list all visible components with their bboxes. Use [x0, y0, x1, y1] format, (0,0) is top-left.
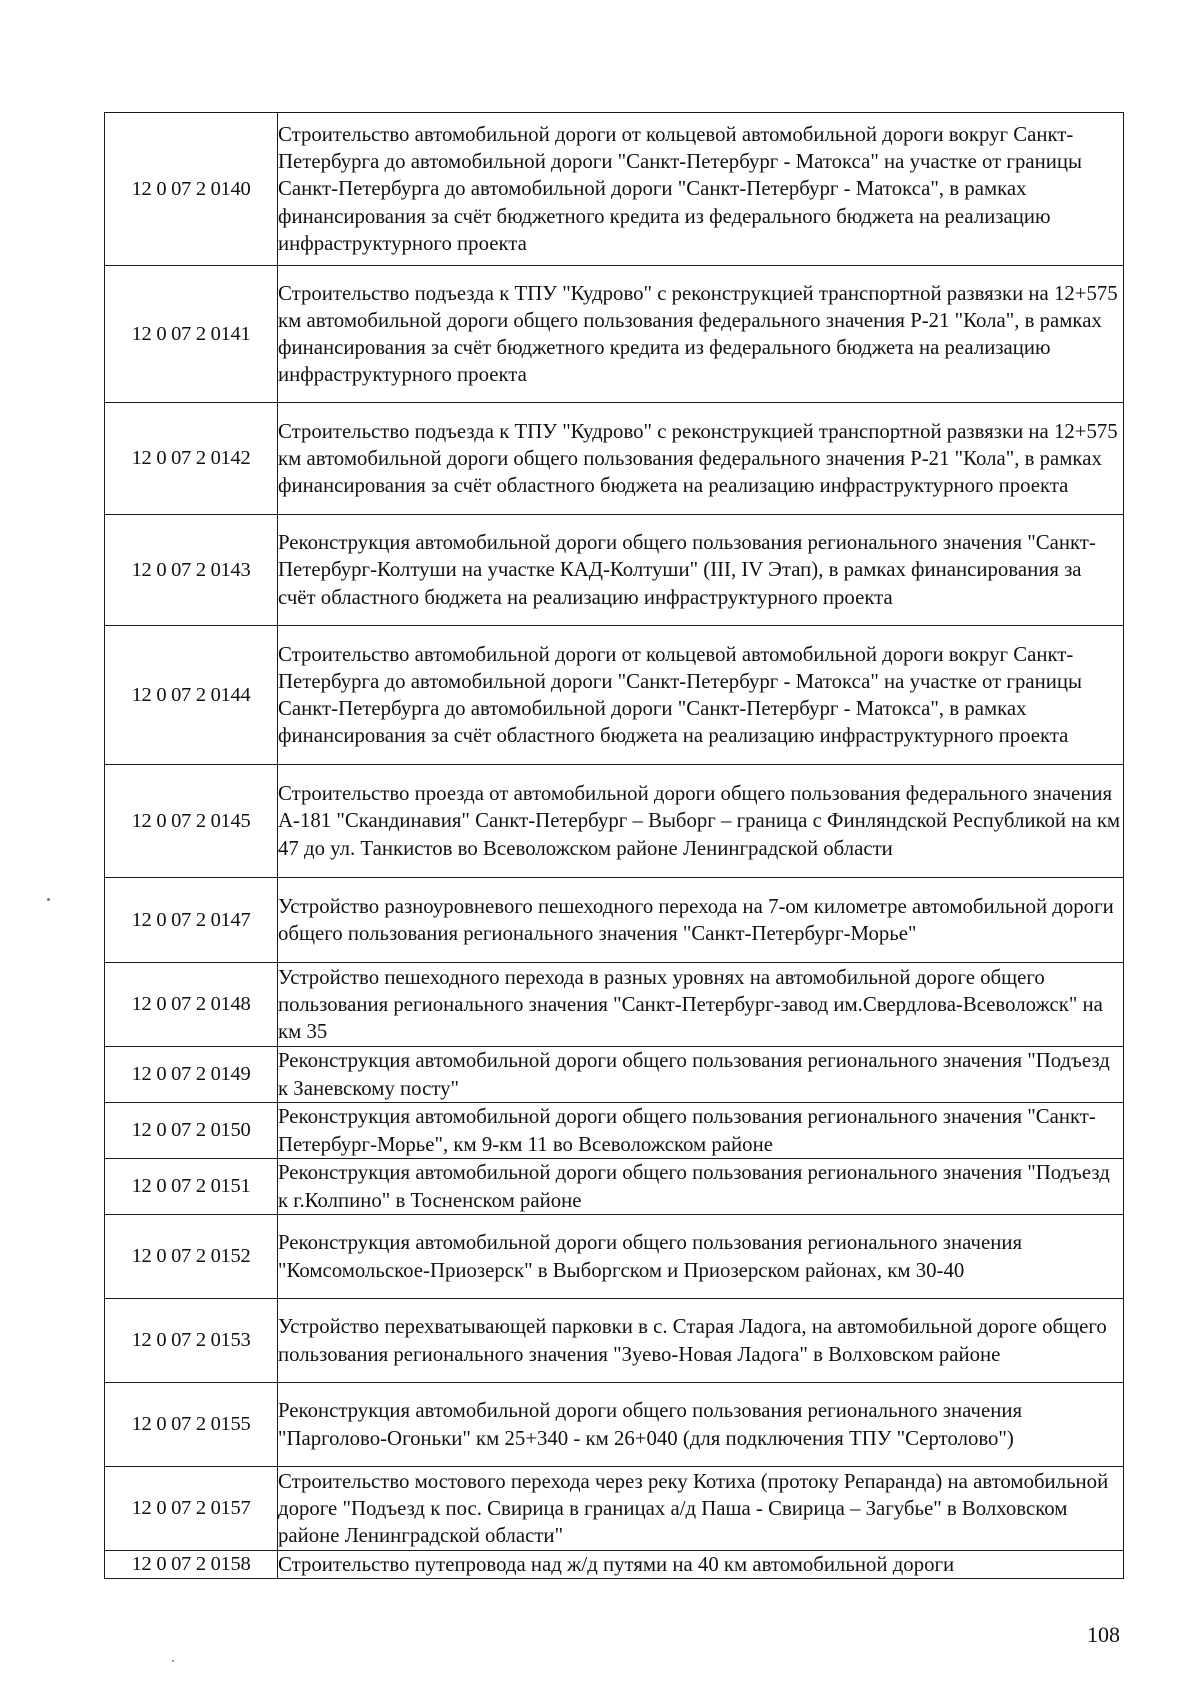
code-cell: 12 0 07 2 0141 — [105, 266, 278, 403]
description-cell: Строительство проезда от автомобильной дороги общего пользования федерального значения А-181 "Скандинавия" Санкт-Петербург – Выборг – граница с Финляндской Республикой на км 47 до ул. Танкистов во Всеволожском районе Ленинградской области — [278, 765, 1124, 878]
code-cell: 12 0 07 2 0155 — [105, 1383, 278, 1467]
code-cell: 12 0 07 2 0148 — [105, 963, 278, 1047]
code-cell: 12 0 07 2 0143 — [105, 515, 278, 626]
description-cell: Строительство подъезда к ТПУ "Кудрово" с реконструкцией транспортной развязки на 12+575 км автомобильной дороги общего пользования федерального значения Р-21 "Кола", в рамках финансирования за счёт бюджетного кредита из федерального бюджета на реализацию инфраструктурного проекта — [278, 266, 1124, 403]
code-cell: 12 0 07 2 0158 — [105, 1551, 278, 1579]
code-cell: 12 0 07 2 0151 — [105, 1159, 278, 1215]
table-row — [105, 878, 1124, 963]
description-cell: Строительство автомобильной дороги от кольцевой автомобильной дороги вокруг Санкт-Петербурга до автомобильной дороги "Санкт-Петербург - Матокса" на участке от границы Санкт-Петербурга до автомобильной дороги "Санкт-Петербург - Матокса", в рамках финансирования за счёт бюджетного кредита из федерального бюджета на реализацию инфраструктурного проекта — [278, 113, 1124, 266]
table-row — [105, 403, 1124, 515]
description-cell: Строительство мостового перехода через реку Котиха (протоку Репаранда) на автомобильной дороге "Подъезд к пос. Свирица в границах а/д Паша - Свирица – Загубье" в Волховском районе Ленинградской области" — [278, 1467, 1124, 1551]
description-cell: Реконструкция автомобильной дороги общего пользования регионального значения "Комсомольское-Приозерск" в Выборгском и Приозерском районах, км 30-40 — [278, 1215, 1124, 1299]
budget-code-table — [104, 112, 1124, 1579]
description-cell: Реконструкция автомобильной дороги общего пользования регионального значения "Парголово-Огоньки" км 25+340 - км 26+040 (для подключения ТПУ "Сертолово") — [278, 1383, 1124, 1467]
code-cell: 12 0 07 2 0150 — [105, 1103, 278, 1159]
description-cell: Строительство автомобильной дороги от кольцевой автомобильной дороги вокруг Санкт-Петербурга до автомобильной дороги "Санкт-Петербург - Матокса" на участке от границы Санкт-Петербурга до автомобильной дороги "Санкт-Петербург - Матокса", в рамках финансирования за счёт областного бюджета на реализацию инфраструктурного проекта — [278, 626, 1124, 765]
description-cell: Реконструкция автомобильной дороги общего пользования регионального значения "Подъезд к г.Колпино" в Тосненском районе — [278, 1159, 1124, 1215]
scan-speck — [47, 898, 50, 901]
description-cell: Реконструкция автомобильной дороги общего пользования регионального значения "Санкт-Петербург-Колтуши на участке КАД-Колтуши" (III, IV Этап), в рамках финансирования за счёт областного бюджета на реализацию инфраструктурного проекта — [278, 515, 1124, 626]
description-cell: Реконструкция автомобильной дороги общего пользования регионального значения "Санкт-Петербург-Морье", км 9-км 11 во Всеволожском районе — [278, 1103, 1124, 1159]
table-row — [105, 1047, 1124, 1103]
description-cell: Устройство разноуровневого пешеходного перехода на 7-ом километре автомобильной дороги общего пользования регионального значения "Санкт-Петербург-Морье" — [278, 878, 1124, 963]
table-body — [105, 113, 1124, 1579]
description-cell: Реконструкция автомобильной дороги общего пользования регионального значения "Подъезд к Заневскому посту" — [278, 1047, 1124, 1103]
scan-speck — [172, 1660, 174, 1662]
page-number: 108 — [1087, 1622, 1120, 1647]
table-row — [105, 1159, 1124, 1215]
code-cell: 12 0 07 2 0149 — [105, 1047, 278, 1103]
code-cell: 12 0 07 2 0157 — [105, 1467, 278, 1551]
table-row — [105, 1299, 1124, 1383]
description-cell: Устройство пешеходного перехода в разных уровнях на автомобильной дороге общего пользования регионального значения "Санкт-Петербург-завод им.Свердлова-Всеволожск" на км 35 — [278, 963, 1124, 1047]
code-cell: 12 0 07 2 0152 — [105, 1215, 278, 1299]
table-row — [105, 765, 1124, 878]
code-cell: 12 0 07 2 0153 — [105, 1299, 278, 1383]
table-row — [105, 626, 1124, 765]
table-row — [105, 1383, 1124, 1467]
description-cell: Строительство путепровода над ж/д путями на 40 км автомобильной дороги — [278, 1551, 1124, 1579]
code-cell: 12 0 07 2 0145 — [105, 765, 278, 878]
code-cell: 12 0 07 2 0142 — [105, 403, 278, 515]
table-row — [105, 266, 1124, 403]
code-cell: 12 0 07 2 0144 — [105, 626, 278, 765]
table-row — [105, 515, 1124, 626]
table-row — [105, 963, 1124, 1047]
code-cell: 12 0 07 2 0140 — [105, 113, 278, 266]
description-cell: Строительство подъезда к ТПУ "Кудрово" с реконструкцией транспортной развязки на 12+575 км автомобильной дороги общего пользования федерального значения Р-21 "Кола", в рамках финансирования за счёт областного бюджета на реализацию инфраструктурного проекта — [278, 403, 1124, 515]
table-row — [105, 1103, 1124, 1159]
description-cell: Устройство перехватывающей парковки в с. Старая Ладога, на автомобильной дороге общего пользования регионального значения "Зуево-Новая Ладога" в Волховском районе — [278, 1299, 1124, 1383]
table-row — [105, 113, 1124, 266]
table-row — [105, 1467, 1124, 1551]
table-row — [105, 1215, 1124, 1299]
code-cell: 12 0 07 2 0147 — [105, 878, 278, 963]
table-row — [105, 1551, 1124, 1579]
